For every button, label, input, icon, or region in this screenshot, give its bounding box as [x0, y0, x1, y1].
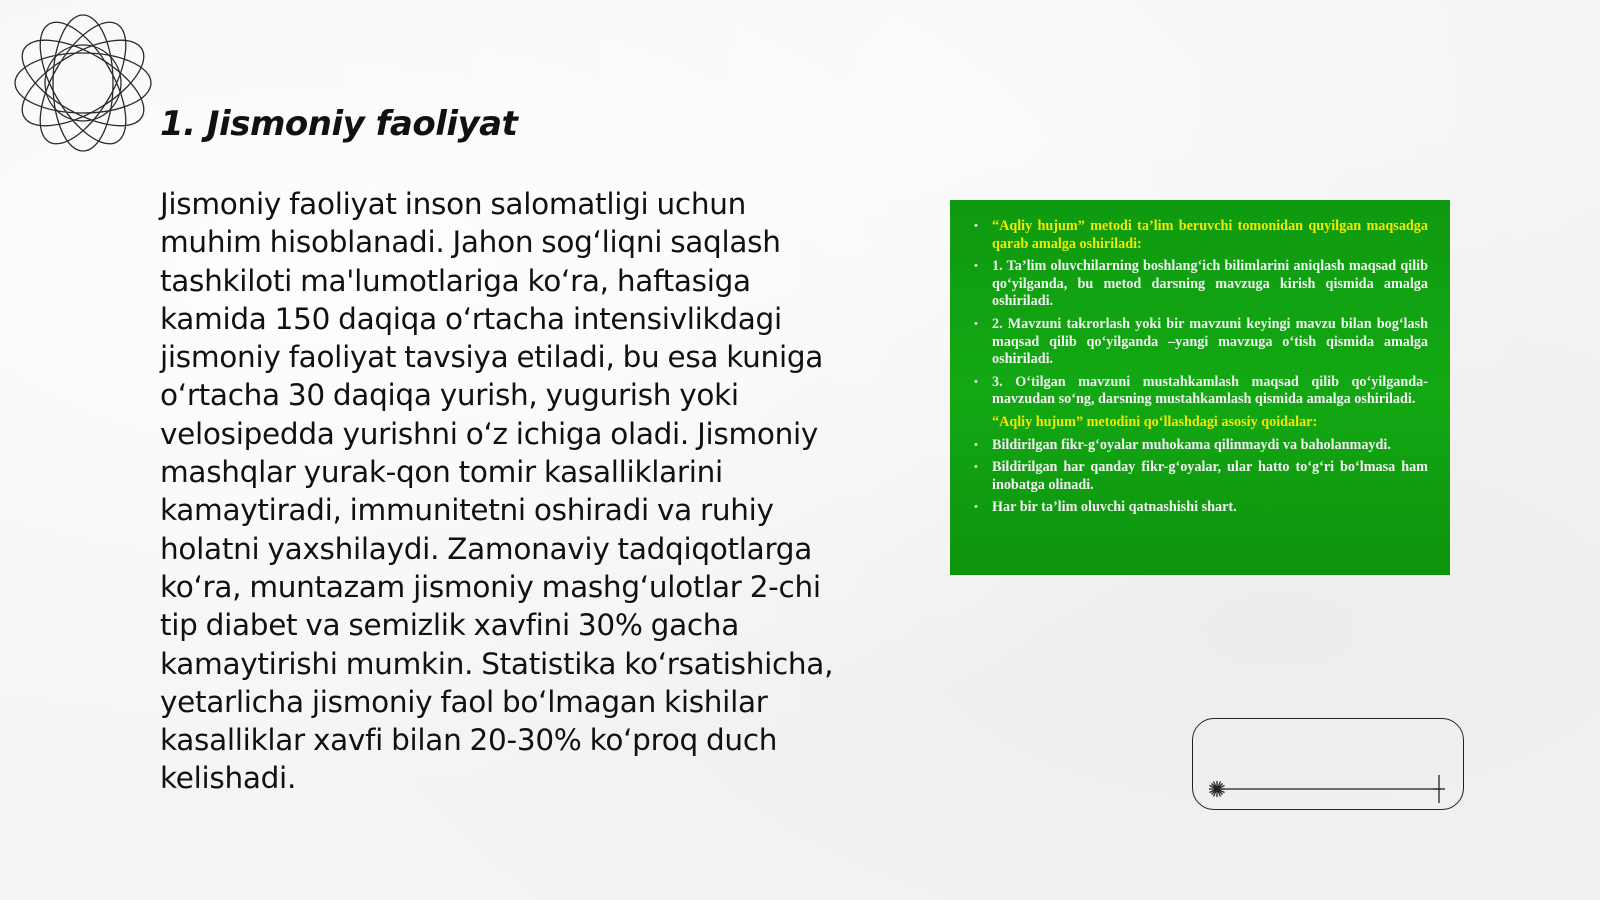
list-subheading-text: “Aqliy hujum” metodini qo‘llashdagi asosiy qoidalar: — [992, 413, 1318, 430]
bullet-icon: • — [974, 501, 978, 514]
list-item-text: 2. Mavzuni takrorlash yoki bir mavzuni keyingi mavzu bilan bog‘lash maqsad qilib qo‘yilganda –yangi mavzuga o‘tish qismida amalga oshiriladi. — [992, 315, 1428, 368]
list-item — [972, 258, 1428, 311]
list-item-text: Bildirilgan fikr-g‘oyalar muhokama qilinmaydi va baholanmaydi. — [992, 436, 1391, 453]
decorative-frame — [1192, 718, 1464, 810]
bullet-icon: • — [974, 220, 978, 232]
list-item-text: 1. Ta’lim oluvchilarning boshlang‘ich bilimlarini aniqlash maqsad qilib qo‘yilganda, bu metod darsning mavzuga kirish qismida amalga oshiriladi. — [992, 258, 1428, 310]
slide-body-text: Jismoniy faoliyat inson salomatligi uchun muhim hisoblanadi. Jahon sog‘liqni saqlash tashkiloti ma'lumotlariga ko‘ra, haftasiga kamida 150 daqiqa o‘rtacha intensivlikdagi jismoniy faoliyat tavsiya etiladi, bu esa kuniga o‘rtacha 30 daqiqa yurish, yugurish yoki velosipedda yurishni o‘z ichiga oladi. Jismoniy mashqlar yurak-qon tomir kasalliklarini kamaytiradi, immunitetni oshiradi va ruhiy holatni yaxshilaydi. Zamonaviy tadqiqotlarga ko‘ra, muntazam jismoniy mashg‘ulotlar 2-chi tip diabet va semizlik xavfini 30% gacha kamaytirishi mumkin. Statistika ko‘rsatishicha, yetarlicha jismoniy faol bo‘lmagan kishilar kasalliklar xavfi bilan 20-30% ko‘proq duch kelishadi. — [160, 187, 834, 796]
list-subheading — [972, 414, 1428, 432]
list-item — [972, 316, 1428, 369]
list-item-text: “Aqliy hujum” metodi ta’lim beruvchi tomonidan quyilgan maqsadga qarab amalga oshiriladi: — [992, 218, 1428, 252]
bullet-icon: • — [974, 260, 978, 273]
list-item-text: Bildirilgan har qanday fikr-g‘oyalar, ular hatto to‘g‘ri bo‘lmasa ham inobatga olinadi. — [992, 459, 1428, 493]
list-item — [972, 459, 1428, 494]
list-item-text: 3. O‘tilgan mavzuni mustahkamlash maqsad qilib qo‘yilganda-mavzudan so‘ng, darsning mustahkamlash qismida amalga oshiriladi. — [992, 373, 1428, 408]
bullet-icon: • — [974, 375, 978, 388]
slide-title: 1. Jismoniy faoliyat — [160, 104, 518, 144]
aqliy-hujum-list — [972, 218, 1428, 517]
interlaced-circles-logo-icon — [10, 10, 156, 156]
list-item — [972, 499, 1428, 517]
list-item — [972, 374, 1428, 409]
starburst-line-frame-icon — [1193, 719, 1465, 811]
list-item — [972, 437, 1428, 455]
aqliy-hujum-image — [950, 200, 1450, 575]
bullet-icon: • — [974, 461, 978, 474]
bullet-icon: • — [974, 317, 978, 330]
list-item-text: Har bir ta’lim oluvchi qatnashishi shart. — [992, 499, 1237, 516]
list-item — [972, 218, 1428, 253]
bullet-icon: • — [974, 438, 978, 451]
